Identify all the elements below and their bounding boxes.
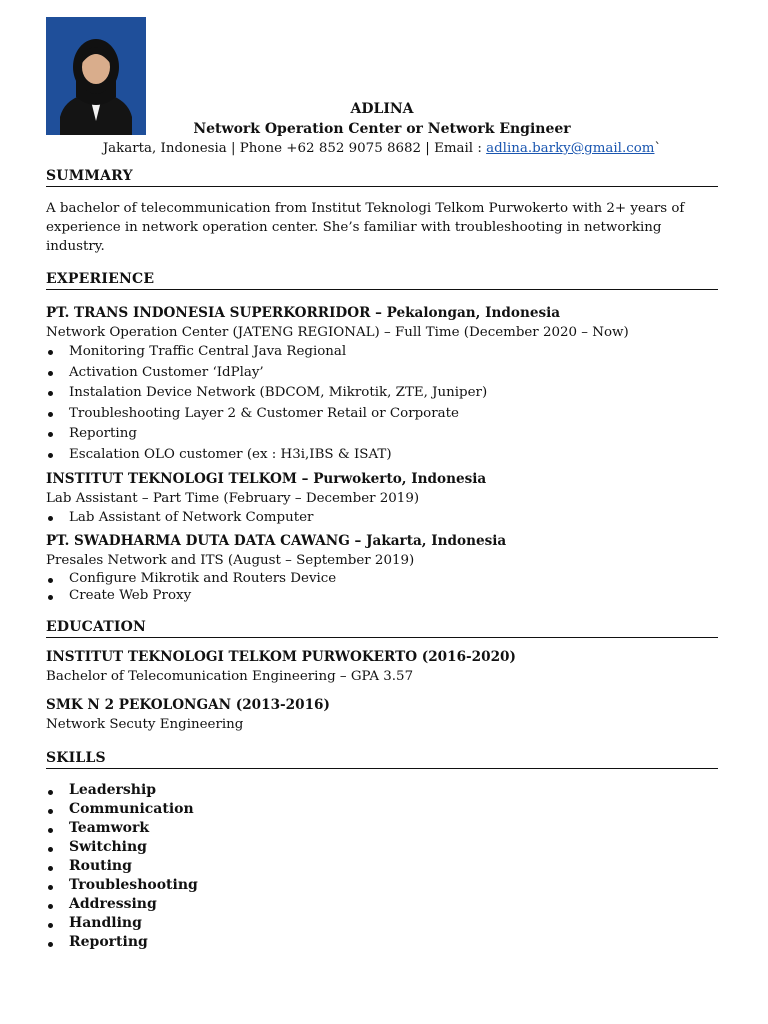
list-item: Activation Customer ‘IdPlay’ <box>46 363 718 384</box>
job-duties <box>46 508 718 529</box>
contact-details: Jakarta, Indonesia | Phone +62 852 9075 8682 | Email : <box>102 141 487 156</box>
list-item: Monitoring Traffic Central Java Regional <box>46 342 718 363</box>
school-detail: Network Secuty Engineering <box>46 717 244 733</box>
resume-header <box>46 99 718 159</box>
summary-section <box>46 167 718 256</box>
list-item: Instalation Device Network (BDCOM, Mikrotik, ZTE, Juniper) <box>46 383 718 404</box>
school-name: INSTITUT TEKNOLOGI TELKOM PURWOKERTO (2016-2020) <box>46 649 516 666</box>
job-company: PT. SWADHARMA DUTA DATA CAWANG – Jakarta, Indonesia <box>46 533 507 550</box>
education-heading: EDUCATION <box>46 618 718 638</box>
school-name: SMK N 2 PEKOLONGAN (2013-2016) <box>46 697 330 714</box>
job-duties <box>46 342 718 466</box>
list-item: Reporting <box>46 424 718 445</box>
job-entry <box>46 470 718 529</box>
resume-body <box>46 167 718 952</box>
email-link[interactable]: adlina.barky@gmail.com <box>486 141 655 156</box>
job-company: PT. TRANS INDONESIA SUPERKORRIDOR – Pekalongan, Indonesia <box>46 305 561 321</box>
skills-heading: SKILLS <box>46 749 718 769</box>
contact-line <box>46 139 718 159</box>
job-position: Presales Network and ITS (August – September 2019) <box>46 553 415 569</box>
list-item: Escalation OLO customer (ex : H3i,IBS & ISAT) <box>46 445 718 466</box>
education-entry <box>46 696 718 734</box>
list-item: Configure Mikrotik and Routers Device <box>46 570 718 587</box>
list-item: Switching <box>46 838 718 857</box>
job-company: INSTITUT TEKNOLOGI TELKOM – Purwokerto, Indonesia <box>46 470 487 487</box>
list-item: Reporting <box>46 933 718 952</box>
list-item: Routing <box>46 857 718 876</box>
summary-text: A bachelor of telecommunication from Institut Teknologi Telkom Purwokerto with 2+ years of experience in network operation center. She’s familiar with troubleshooting in networking industry. <box>46 201 685 254</box>
summary-heading: SUMMARY <box>46 167 718 187</box>
skills-section <box>46 749 718 952</box>
list-item: Teamwork <box>46 819 718 838</box>
education-entry <box>46 648 718 686</box>
list-item: Leadership <box>46 781 718 800</box>
contact-suffix: ` <box>654 141 662 156</box>
school-detail: Bachelor of Telecomunication Engineering – GPA 3.57 <box>46 669 414 685</box>
skills-list <box>46 781 718 952</box>
job-duties <box>46 570 718 604</box>
candidate-role: Network Operation Center or Network Engineer <box>193 121 571 137</box>
list-item: Create Web Proxy <box>46 587 718 604</box>
list-item: Troubleshooting <box>46 876 718 895</box>
experience-section <box>46 270 718 604</box>
list-item: Troubleshooting Layer 2 & Customer Retail or Corporate <box>46 404 718 425</box>
list-item: Lab Assistant of Network Computer <box>46 508 718 529</box>
job-entry <box>46 532 718 604</box>
job-entry <box>46 304 718 466</box>
job-position: Network Operation Center (JATENG REGIONAL) – Full Time (December 2020 – Now) <box>46 325 629 340</box>
candidate-name: ADLINA <box>350 101 414 117</box>
list-item: Addressing <box>46 895 718 914</box>
list-item: Communication <box>46 800 718 819</box>
job-position: Lab Assistant – Part Time (February – December 2019) <box>46 490 420 506</box>
education-section <box>46 618 718 734</box>
experience-heading: EXPERIENCE <box>46 270 718 290</box>
list-item: Handling <box>46 914 718 933</box>
